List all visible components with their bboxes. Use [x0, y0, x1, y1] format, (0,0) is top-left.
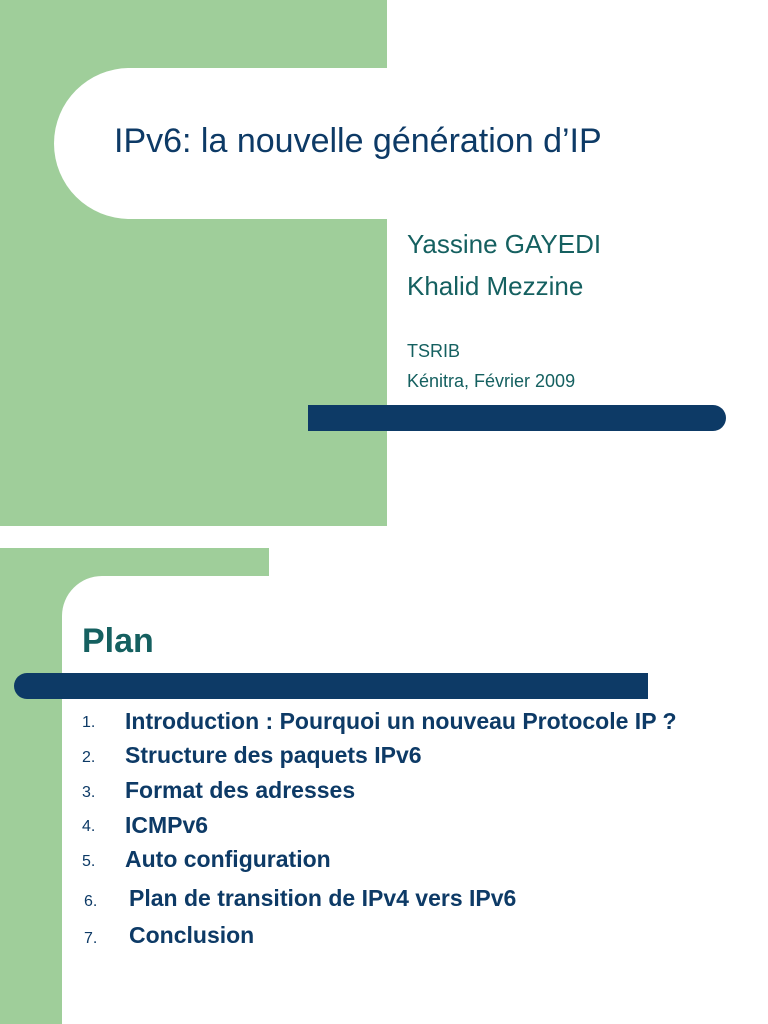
plan-item-number: 5. — [82, 853, 96, 870]
author-name: Khalid Mezzine — [407, 271, 584, 301]
slide2-title: Plan — [82, 622, 154, 660]
author-name: Yassine GAYEDI — [407, 229, 602, 259]
place-date: Kénitra, Février 2009 — [407, 371, 576, 391]
slide1-title: IPv6: la nouvelle génération d’IP — [114, 122, 602, 160]
plan-item-number: 4. — [82, 818, 96, 835]
slide2-green-panel — [0, 576, 62, 1024]
slide2-green-corner — [0, 548, 269, 576]
institution: TSRIB — [407, 341, 461, 361]
plan-item-number: 6. — [84, 893, 98, 910]
plan-item-number: 7. — [84, 930, 98, 947]
plan-item-number: 3. — [82, 784, 96, 801]
slide1-accent-bar — [308, 405, 726, 431]
plan-item-label: Auto configuration — [125, 846, 331, 872]
plan-item-number: 1. — [82, 714, 96, 731]
plan-item-label: Structure des paquets IPv6 — [125, 742, 422, 768]
plan-item-label: Plan de transition de IPv4 vers IPv6 — [129, 885, 517, 911]
plan-item-label: Introduction : Pourquoi un nouveau Protocole IP ? — [125, 708, 677, 734]
slide2-accent-bar — [14, 673, 648, 699]
plan-item-label: ICMPv6 — [125, 812, 209, 838]
plan-item-label: Conclusion — [129, 922, 255, 948]
plan-item-number: 2. — [82, 749, 96, 766]
plan-item-label: Format des adresses — [125, 777, 356, 803]
